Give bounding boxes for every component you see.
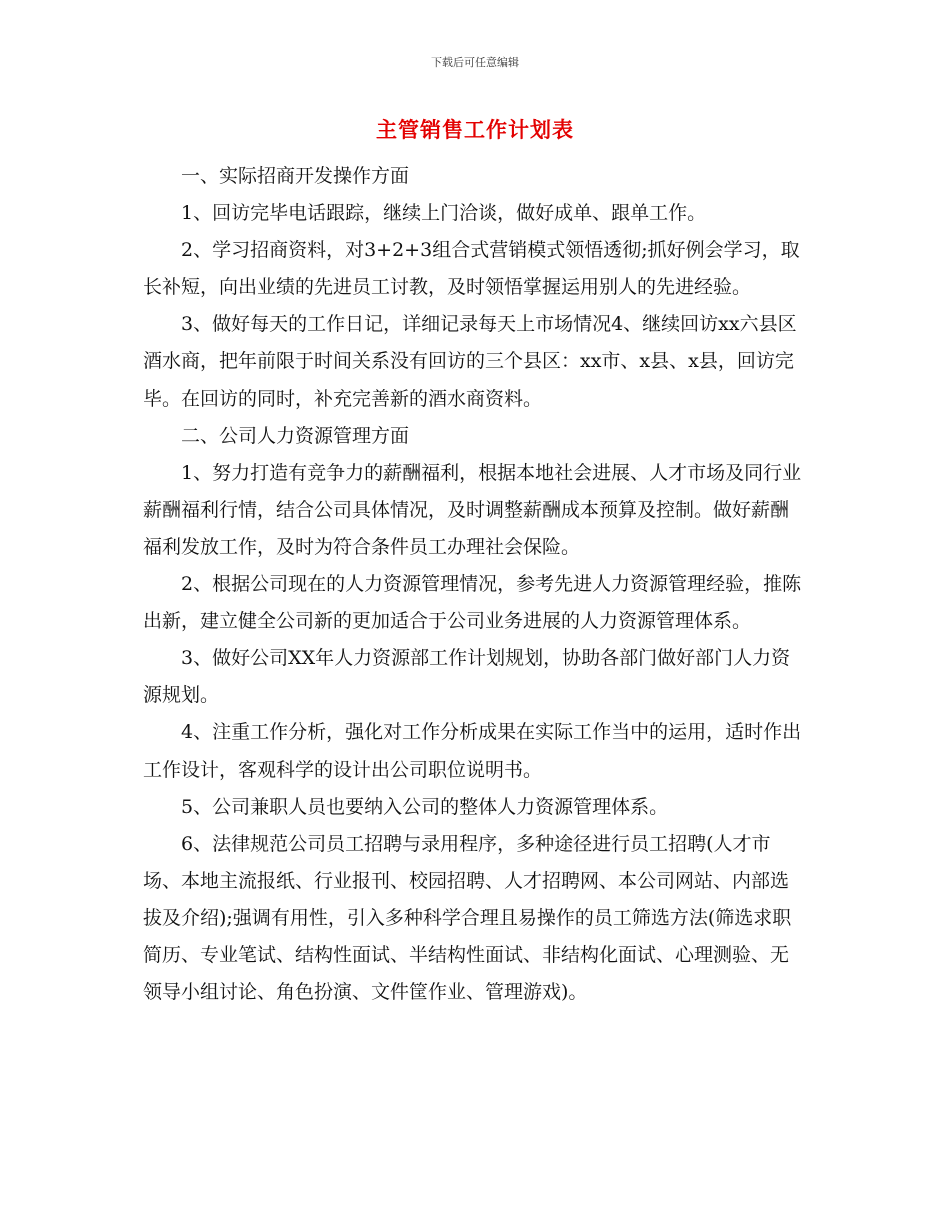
paragraph: 2、根据公司现在的人力资源管理情况，参考先进人力资源管理经验，推陈出新，建立健全公司新的更加适合于公司业务进展的人力资源管理体系。 xyxy=(143,573,802,633)
document-body xyxy=(143,158,807,1011)
section-heading: 二、公司人力资源管理方面 xyxy=(181,424,410,447)
section-heading: 一、实际招商开发操作方面 xyxy=(181,165,410,187)
paragraph: 1、努力打造有竞争力的薪酬福利，根据本地社会进展、人才市场及同行业薪酬福利行情，结合公司具体情况，及时调整薪酬成本预算及控制。做好薪酬福利发放工作，及时为符合条件员工办理社会保险。 xyxy=(143,461,802,558)
document-title: 主管销售工作计划表 xyxy=(376,117,574,142)
paragraph: 2、学习招商资料，对3+2+3组合式营销模式领悟透彻;抓好例会学习，取长补短，向出业绩的先进员工讨教，及时领悟掌握运用别人的先进经验。 xyxy=(143,239,800,299)
header-note: 下载后可任意编辑 xyxy=(431,56,519,69)
paragraph: 5、公司兼职人员也要纳入公司的整体人力资源管理体系。 xyxy=(181,795,669,818)
paragraph: 3、做好公司XX年人力资源部工作计划规划，协助各部门做好部门人力资源规划。 xyxy=(143,647,791,707)
paragraph: 3、做好每天的工作日记，详细记录每天上市场情况4、继续回访xx六县区酒水商，把年前限于时间关系没有回访的三个县区：xx市、x县、x县，回访完毕。在回访的同时，补充完善新的酒水商资料。 xyxy=(143,313,797,410)
paragraph: 4、注重工作分析，强化对工作分析成果在实际工作当中的运用，适时作出工作设计，客观科学的设计出公司职位说明书。 xyxy=(143,721,802,781)
paragraph: 1、回访完毕电话跟踪，继续上门洽谈，做好成单、跟单工作。 xyxy=(181,202,707,225)
paragraph: 6、法律规范公司员工招聘与录用程序，多种途径进行员工招聘(人才市场、本地主流报纸、行业报刊、校园招聘、人才招聘网、本公司网站、内部选拔及介绍);强调有用性，引入多种科学合理且易操作的员工筛选方法(筛选求职简历、专业笔试、结构性面试、半结构性面试、非结构化面试、心理测验、无领导小组讨论、角色扮演、文件筐作业、管理游戏)。 xyxy=(143,832,792,1004)
